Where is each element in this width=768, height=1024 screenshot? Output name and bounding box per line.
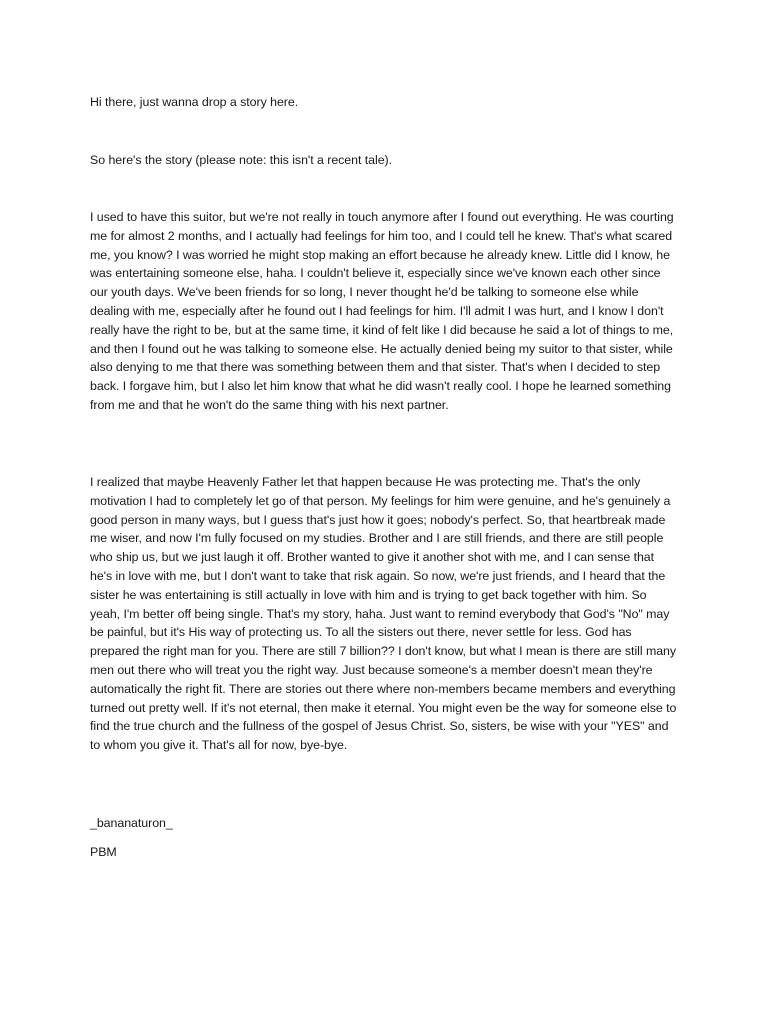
reflection-paragraph: I realized that maybe Heavenly Father let that happen because He was protecting me. That's the only motivation I had to completely let go of that person. My feelings for him were genuine, and he's genuinely a good person in many ways, but I guess that's just how it goes; nobody's perfect. So, that heartbreak made me wiser, and now I'm fully focused on my studies. Brother and I are still friends, and there are still people who ship us, but we just laugh it off. Brother wanted to give it another shot with me, and I can sense that he's in love with me, but I don't want to take that risk again. So now, we're just friends, and I heard that the sister he was entertaining is still actually in love with him and is trying to get back together with him. So yeah, I'm better off being single. That's my story, haha. Just want to remind everybody that God's "No" may be painful, but it's His way of protecting us. To all the sisters out there, never settle for less. God has prepared the right man for you. There are still 7 billion?? I don't know, but what I mean is there are still many men out there who will treat you the right way. Just because someone's a member doesn't mean they're automatically the right fit. There are stories out there where non-members became members and everything turned out pretty well. If it's not eternal, then make it eternal. You might even be the way for someone else to find the true church and the fullness of the gospel of Jesus Christ. So, sisters, be wise with your "YES" and to whom you give it. That's all for now, bye-bye.	[90, 475, 677, 753]
author-signature: _bananaturon_	[90, 816, 173, 830]
signoff-text: PBM	[90, 845, 117, 859]
greeting-paragraph: Hi there, just wanna drop a story here.	[90, 95, 299, 109]
story-paragraph: I used to have this suitor, but we're not really in touch anymore after I found out everything. He was courting me for almost 2 months, and I actually had feelings for him too, and I could tell he knew. That's what scared me, you know? I was worried he might stop making an effort because he already knew. Little did I know, he was entertaining someone else, haha. I couldn't believe it, especially since we've known each other since our youth days. We've been friends for so long, I never thought he'd be talking to someone else while dealing with me, especially after he found out I had feelings for him. I'll admit I was hurt, and I know I don't really have the right to be, but at the same time, it kind of felt like I did because he said a lot of things to me, and then I found out he was talking to someone else. He actually denied being my suitor to that sister, while also denying to me that there was something between them and that sister. That's when I decided to step back. I forgave him, but I also let him know that what he did wasn't really cool. I hope he learned something from me and that he won't do the same thing with his next partner.	[90, 210, 674, 412]
intro-paragraph: So here's the story (please note: this isn't a recent tale).	[90, 153, 393, 167]
